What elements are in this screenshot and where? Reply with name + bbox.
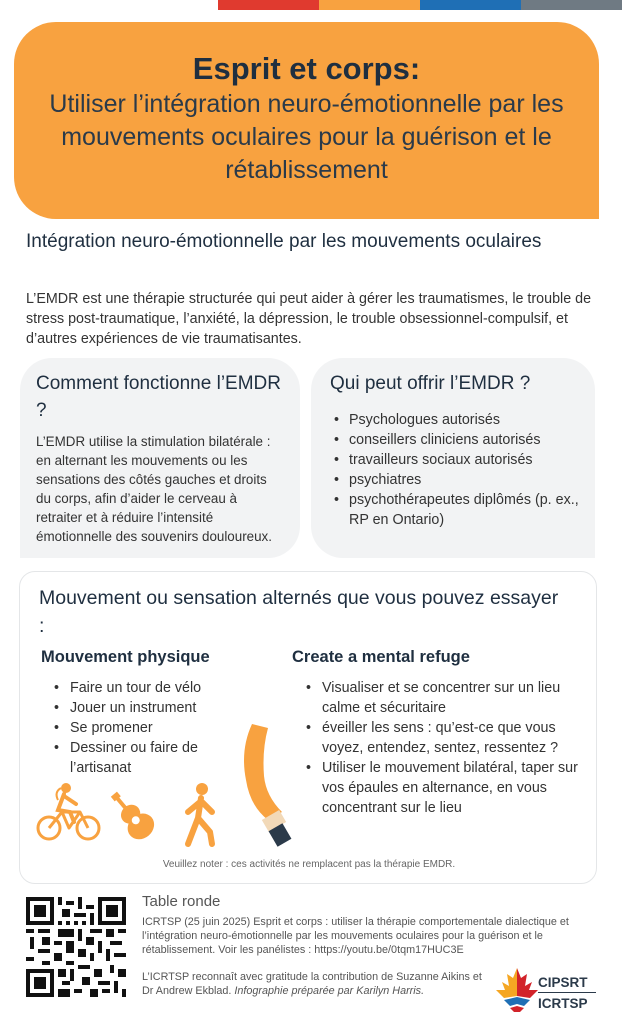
list-item: • Dessiner ou faire de l’artisanat [50,738,240,778]
list-item: • Se promener [50,718,240,738]
section-heading: Intégration neuro-émotionnelle par les mouvements oculaires [26,231,542,252]
stripe-gray [521,0,622,10]
title-banner [14,22,599,219]
cyclist-icon [36,782,102,844]
provider-list [330,410,579,530]
intro-paragraph: L’EMDR est une thérapie structurée qui peut aider à gérer les traumatismes, le trouble de stress post-traumatique, l’anxiété, la dépression, le trouble obsessionnel-compulsif, et d’autres expériences de vie traumatisantes. [26,291,592,347]
how-it-works-text: L’EMDR utilise la stimulation bilatérale : en alternant les mouvements ou les sensations des côtés gauches et droits du corps, afin d’aider le cerveau à retraiter et à réduire l’intensité émotionnelle des souvenirs douloureux. [36,434,272,544]
maple-leaf-logo-icon [494,966,540,1016]
stripe-blue [420,0,521,10]
refuge-list [302,678,587,818]
list-item: • Psychologues autorisés [334,410,579,430]
list-item: • travailleurs sociaux autorisés [334,450,579,470]
list-item: • psychothérapeutes diplômés (p. ex., RP en Ontario) [334,490,579,530]
logo-divider [538,992,596,993]
list-item: • Utiliser le mouvement bilatéral, taper sur vos épaules en alternance, en vous concentrant sur le lieu [302,758,587,818]
who-can-offer-title: Qui peut offrir l’EMDR ? [330,373,531,394]
guitar-icon [108,784,166,844]
footer-acknowledgement [142,970,492,998]
footer-citation: ICRTSP (25 juin 2025) Esprit et corps : utiliser la thérapie comportementale dialectique et l’intégration neuro-émotionnelle par les mouvements oculaires pour la guérison et le rétablissement. Voir les panélistes : https://youtu.be/0tqm17HUC3E [142,916,569,956]
how-it-works-card [20,358,300,558]
page-subtitle: Utiliser l’intégration neuro-émotionnelle par les mouvements oculaires pour la guérison et le rétablissement [49,90,564,184]
list-item: • conseillers cliniciens autorisés [334,430,579,450]
paintbrush-icon [238,720,298,850]
activities-title: Mouvement ou sensation alternés que vous pouvez essayer : [39,587,559,637]
list-item: • Jouer un instrument [50,698,240,718]
physical-list [50,678,240,778]
logo-text-top: CIPSRT [538,975,588,990]
footer-title: Table ronde [142,893,221,910]
walking-person-icon [176,782,226,848]
stripe-orange [319,0,420,10]
color-stripe [218,0,622,10]
qr-code[interactable] [26,897,126,997]
disclaimer-note: Veuillez noter : ces activités ne remplacent pas la thérapie EMDR. [162,859,456,870]
refuge-heading: Create a mental refuge [292,648,470,666]
logo-text-bottom: ICRTSP [538,996,588,1011]
ack-credit: Infographie préparée par Karilyn Harris. [234,985,425,997]
list-item: • Visualiser et se concentrer sur un lieu calme et sécuritaire [302,678,587,718]
ack-text: L’ICRTSP reconnaît avec gratitude la contribution de Suzanne Aikins et Dr Andrew Ekblad. [142,971,482,997]
stripe-red [218,0,319,10]
page-title: Esprit et corps: [192,51,421,86]
activities-panel [19,571,597,884]
list-item: • Faire un tour de vélo [50,678,240,698]
list-item: • éveiller les sens : qu’est-ce que vous voyez, entendez, sentez, ressentez ? [302,718,587,758]
physical-heading: Mouvement physique [41,648,210,666]
list-item: • psychiatres [334,470,579,490]
who-can-offer-card [311,358,595,558]
how-it-works-title: Comment fonctionne l’EMDR ? [36,373,281,421]
